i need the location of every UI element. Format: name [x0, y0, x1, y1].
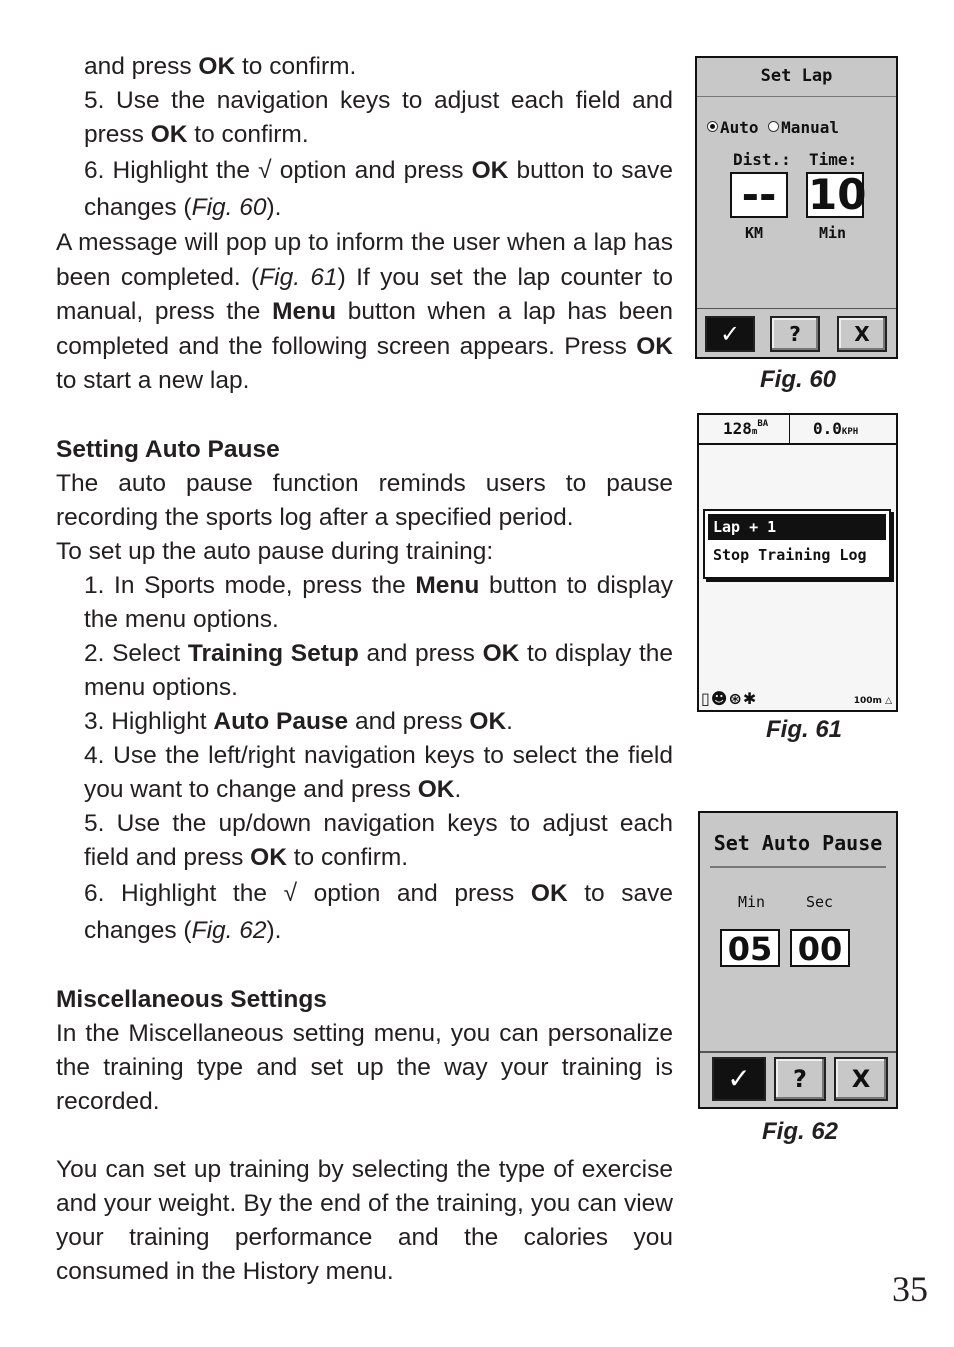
status-icons: ▯☻⊛✱ [701, 689, 758, 708]
fig62-caption: Fig. 62 [762, 1118, 839, 1145]
fig60-caption: Fig. 60 [760, 366, 837, 393]
fig61-caption: Fig. 61 [766, 716, 843, 743]
auto-pause-setup: To set up the auto pause during training: [56, 537, 494, 565]
auto-pause-intro: The auto pause function reminds users to pause recording the sports log after a specified period. [56, 469, 673, 531]
help-button[interactable]: ? [774, 1057, 826, 1101]
speed-readout: 0.0KPH [813, 419, 859, 438]
min-value-field[interactable]: 05 [720, 929, 780, 967]
auto-step-1: 1. In Sports mode, press the Menu button to display the menu options. [84, 571, 673, 633]
time-label: Time: [809, 150, 858, 169]
auto-step-5: 5. Use the up/down navigation keys to adjust each field and press OK to confirm. [84, 809, 673, 871]
auto-step-3: 3. Highlight Auto Pause and press OK. [84, 707, 513, 735]
step-6: 6. Highlight the √ option and press OK button to save changes (Fig. 60). [84, 157, 673, 221]
popup-item-lap[interactable]: Lap + 1 [708, 514, 886, 540]
step-continued: and press OK to confirm. [84, 53, 357, 80]
page-number: 35 [892, 1269, 928, 1309]
body-text [56, 50, 673, 1289]
min-label: Min [738, 893, 766, 911]
confirm-check-button[interactable]: ✓ [705, 316, 755, 352]
map-scale: 100m △ [853, 696, 892, 706]
sec-label: Sec [806, 893, 834, 911]
auto-step-2: 2. Select Training Setup and press OK to display the menu options. [84, 639, 674, 701]
lap-popup-menu [703, 509, 891, 579]
fig61-lap-popup-screen [697, 413, 898, 712]
set-auto-pause-title: Set Auto Pause [713, 831, 883, 855]
cancel-button[interactable]: X [834, 1057, 888, 1101]
dist-value-field[interactable]: -- [730, 172, 788, 218]
cancel-button[interactable]: X [837, 316, 887, 352]
sec-value-field[interactable]: 00 [790, 929, 850, 967]
time-unit: Min [819, 224, 847, 242]
dist-label: Dist.: [733, 150, 791, 169]
fig60-set-lap-screen [695, 56, 898, 359]
fig62-set-auto-pause-screen [698, 811, 898, 1109]
radio-manual-icon[interactable] [768, 121, 779, 132]
heading-auto-pause: Setting Auto Pause [56, 435, 280, 463]
dist-unit: KM [745, 224, 764, 242]
step-5: 5. Use the navigation keys to adjust each field and press OK to confirm. [84, 87, 673, 148]
help-button[interactable]: ? [770, 316, 820, 352]
misc-paragraph-1: In the Miscellaneous setting menu, you can personalize the training type and set up the way your training is recorded. [56, 1019, 673, 1115]
confirm-check-button[interactable]: ✓ [712, 1057, 766, 1101]
heading-misc-settings: Miscellaneous Settings [56, 985, 327, 1013]
lap-message-paragraph: A message will pop up to inform the user when a lap has been completed. (Fig. 61) If you set the lap counter to manual, press the Menu button when a lap has been completed and the following screen appears. Press OK to start a new lap. [56, 229, 673, 394]
set-lap-title: Set Lap [760, 66, 833, 86]
auto-label: Auto [720, 118, 759, 137]
radio-auto-icon[interactable] [707, 121, 718, 132]
altitude-readout: $128m^{BA}$ [723, 419, 769, 438]
manual-label: Manual [781, 118, 839, 137]
lap-mode-options [707, 118, 839, 137]
time-value-field[interactable]: 10 [808, 170, 867, 219]
misc-paragraph-2: You can set up training by selecting the type of exercise and your weight. By the end of the training, you can view your training performance and the calories you consumed in the History menu. [56, 1155, 673, 1285]
auto-step-6: 6. Highlight the √ option and press OK to save changes (Fig. 62). [84, 879, 673, 944]
status-bar [699, 415, 896, 445]
popup-item-stop-log[interactable]: Stop Training Log [713, 546, 867, 564]
auto-step-4: 4. Use the left/right navigation keys to select the field you want to change and press OK. [84, 741, 673, 803]
